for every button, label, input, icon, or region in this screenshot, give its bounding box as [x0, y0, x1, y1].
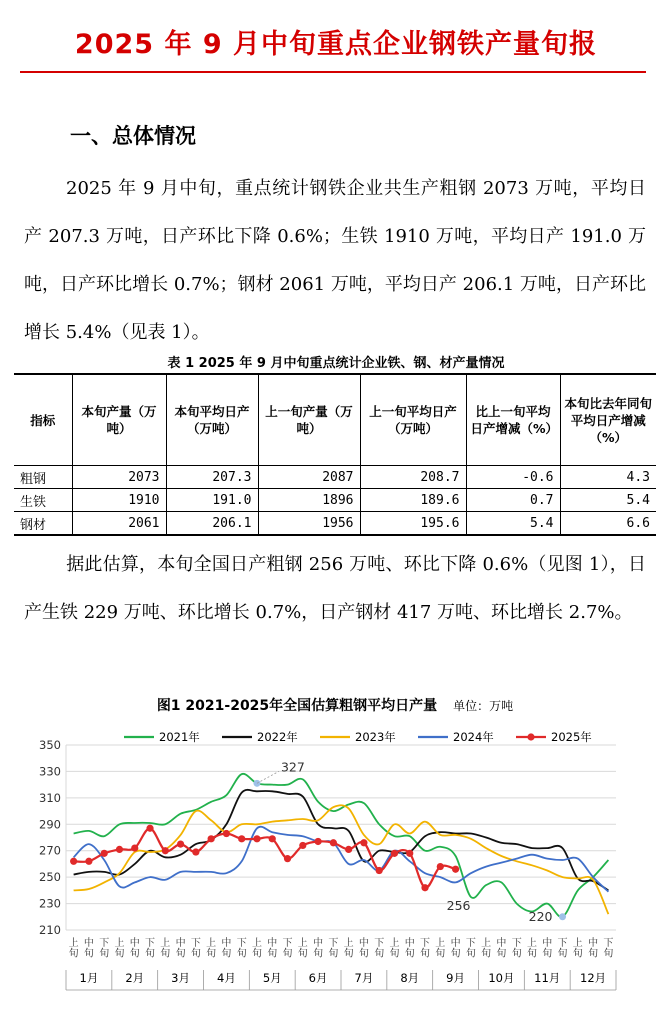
- data-point: [376, 867, 383, 874]
- table-cell: -0.6: [466, 466, 560, 489]
- table-header-cell: 本旬产量（万吨）: [72, 374, 166, 466]
- data-point: [238, 835, 245, 842]
- data-point: [437, 863, 444, 870]
- x-tick-label: 中旬: [496, 938, 507, 960]
- x-tick-label: 上旬: [114, 938, 125, 960]
- data-point: [299, 842, 306, 849]
- month-label: 3月: [171, 971, 190, 985]
- x-tick-label: 中旬: [129, 938, 140, 960]
- chart-unit: 单位：万吨: [453, 699, 514, 713]
- table-cell: 1896: [258, 489, 360, 512]
- x-tick-label: 中旬: [542, 938, 553, 960]
- annotation-label: 220: [528, 908, 553, 924]
- x-tick-label: 中旬: [404, 938, 415, 960]
- y-tick-label: 210: [39, 923, 61, 937]
- month-label: 8月: [400, 971, 420, 985]
- x-tick-label: 下旬: [145, 938, 156, 960]
- data-point: [360, 839, 367, 846]
- production-table: [14, 373, 656, 536]
- table-cell: 5.4: [466, 512, 560, 536]
- table-cell: 4.3: [560, 466, 656, 489]
- x-tick-label: 下旬: [99, 938, 110, 960]
- overview-paragraph: [24, 165, 646, 357]
- data-point: [391, 850, 398, 857]
- data-point: [70, 858, 77, 865]
- estimate-paragraph: [24, 541, 646, 637]
- x-tick-label: 中旬: [175, 938, 186, 960]
- month-label: 9月: [446, 971, 465, 985]
- table-row: [14, 512, 656, 536]
- x-tick-label: 中旬: [83, 938, 94, 960]
- x-tick-label: 中旬: [267, 938, 278, 960]
- table-cell: 206.1: [166, 512, 258, 536]
- section-heading: 一、总体情况: [70, 124, 196, 148]
- estimate-paragraph-text: 据此估算，本旬全国日产粗钢 256 万吨、环比下降 0.6%（见图 1），日产生铁 229 万吨、环比增长 0.7%，日产钢材 417 万吨、环比增长 2.7%。: [24, 554, 646, 623]
- x-tick-label: 中旬: [313, 938, 324, 960]
- x-tick-label: 上旬: [343, 938, 354, 960]
- table-cell: 6.6: [560, 512, 656, 536]
- data-point: [177, 841, 184, 848]
- legend-label: 2021年: [159, 730, 200, 744]
- table-row: [14, 489, 656, 512]
- table-cell: 5.4: [560, 489, 656, 512]
- table-cell: 207.3: [166, 466, 258, 489]
- title-divider: [20, 71, 646, 73]
- table-header-cell: 上一旬平均日产（万吨）: [360, 374, 466, 466]
- data-point: [146, 825, 153, 832]
- chart-title: 图1 2021-2025年全国估算粗钢平均日产量: [156, 698, 438, 714]
- x-tick-label: 下旬: [236, 938, 247, 960]
- data-point: [131, 844, 138, 851]
- data-point: [330, 839, 337, 846]
- annotation-label: 327: [280, 759, 305, 775]
- table-header-cell: 本旬平均日产（万吨）: [166, 374, 258, 466]
- x-tick-label: 上旬: [435, 938, 446, 960]
- legend-label: 2023年: [355, 730, 396, 744]
- y-tick-label: 310: [39, 790, 61, 805]
- y-tick-label: 330: [39, 764, 61, 779]
- table-cell: 生铁: [14, 489, 72, 512]
- x-tick-label: 上旬: [68, 938, 79, 960]
- legend-label: 2024年: [453, 730, 494, 744]
- x-tick-label: 中旬: [588, 938, 599, 960]
- data-point: [116, 846, 123, 853]
- data-point: [208, 835, 215, 842]
- y-tick-label: 270: [39, 843, 61, 858]
- month-label: 10月: [488, 971, 515, 985]
- y-tick-label: 250: [39, 870, 61, 885]
- table-cell: 钢材: [14, 512, 72, 536]
- data-point: [345, 846, 352, 853]
- data-point: [406, 850, 413, 857]
- month-label: 5月: [262, 971, 282, 985]
- legend-marker: [527, 733, 534, 740]
- y-tick-label: 290: [39, 817, 61, 832]
- x-tick-label: 上旬: [481, 938, 492, 960]
- x-tick-label: 下旬: [282, 938, 293, 960]
- data-point: [452, 866, 459, 873]
- series-line: [74, 805, 609, 914]
- data-point: [162, 847, 169, 854]
- x-tick-label: 下旬: [374, 938, 385, 960]
- x-tick-label: 上旬: [206, 938, 217, 960]
- table-cell: 208.7: [360, 466, 466, 489]
- table-cell: 191.0: [166, 489, 258, 512]
- annotation-marker: [559, 913, 566, 920]
- table-caption: 表 1 2025 年 9 月中旬重点统计企业铁、钢、材产量情况: [167, 356, 505, 371]
- x-tick-label: 下旬: [328, 938, 339, 960]
- month-label: 1月: [79, 971, 99, 985]
- x-tick-label: 上旬: [526, 938, 537, 960]
- table-cell: 1910: [72, 489, 166, 512]
- annotation-leader: [257, 771, 279, 783]
- data-point: [85, 858, 92, 865]
- data-point: [101, 850, 108, 857]
- month-label: 11月: [534, 971, 561, 985]
- x-tick-label: 中旬: [221, 938, 232, 960]
- table-row: [14, 466, 656, 489]
- x-tick-label: 上旬: [297, 938, 308, 960]
- data-point: [284, 855, 291, 862]
- data-point: [223, 830, 230, 837]
- table-cell: 195.6: [360, 512, 466, 536]
- x-tick-label: 下旬: [190, 938, 201, 960]
- y-tick-label: 350: [39, 738, 61, 752]
- table-cell: 2087: [258, 466, 360, 489]
- data-point: [269, 835, 276, 842]
- data-point: [192, 848, 199, 855]
- data-point: [253, 835, 260, 842]
- month-label: 7月: [354, 971, 374, 985]
- x-tick-label: 上旬: [160, 938, 171, 960]
- x-tick-label: 上旬: [251, 938, 262, 960]
- x-tick-label: 上旬: [572, 938, 583, 960]
- x-tick-label: 下旬: [557, 938, 568, 960]
- y-tick-label: 230: [39, 896, 61, 911]
- x-tick-label: 中旬: [450, 938, 461, 960]
- x-tick-label: 下旬: [420, 938, 431, 960]
- series-line: [74, 827, 609, 892]
- x-tick-label: 下旬: [511, 938, 522, 960]
- report-title: 2025 年 9 月中旬重点企业钢铁产量旬报: [74, 29, 598, 60]
- month-label: 2月: [125, 971, 145, 985]
- table-cell: 2073: [72, 466, 166, 489]
- month-label: 4月: [217, 971, 236, 985]
- overview-paragraph-text: 2025 年 9 月中旬，重点统计钢铁企业共生产粗钢 2073 万吨，平均日产 207.3 万吨，日产环比下降 0.6%；生铁 1910 万吨，平均日产 191.0 万吨，日产环比增长 0.7%；钢材 2061 万吨，平均日产 206.1 万吨，日产环比增长 5.4%（见表 1）。: [24, 178, 646, 343]
- legend-label: 2022年: [257, 730, 298, 744]
- month-label: 12月: [580, 971, 607, 985]
- x-tick-label: 上旬: [389, 938, 400, 960]
- table-header-cell: 上一旬产量（万吨）: [258, 374, 360, 466]
- x-tick-label: 中旬: [358, 938, 369, 960]
- table-cell: 189.6: [360, 489, 466, 512]
- x-tick-label: 下旬: [603, 938, 614, 960]
- steel-output-chart: [24, 688, 646, 998]
- table-cell: 1956: [258, 512, 360, 536]
- month-label: 6月: [308, 971, 328, 985]
- data-point: [314, 838, 321, 845]
- x-tick-label: 下旬: [465, 938, 476, 960]
- table-header-cell: 指标: [14, 374, 72, 466]
- legend-label: 2025年: [551, 730, 592, 744]
- chart-canvas: [24, 688, 646, 998]
- annotation-label: 256: [446, 898, 471, 914]
- table-cell: 粗钢: [14, 466, 72, 489]
- table-cell: 0.7: [466, 489, 560, 512]
- table-header-row: [14, 374, 656, 466]
- table-header-cell: 本旬比去年同旬平均日产增减（%）: [560, 374, 656, 466]
- table-cell: 2061: [72, 512, 166, 536]
- table-header-cell: 比上一旬平均日产增减（%）: [466, 374, 560, 466]
- data-point: [421, 884, 428, 891]
